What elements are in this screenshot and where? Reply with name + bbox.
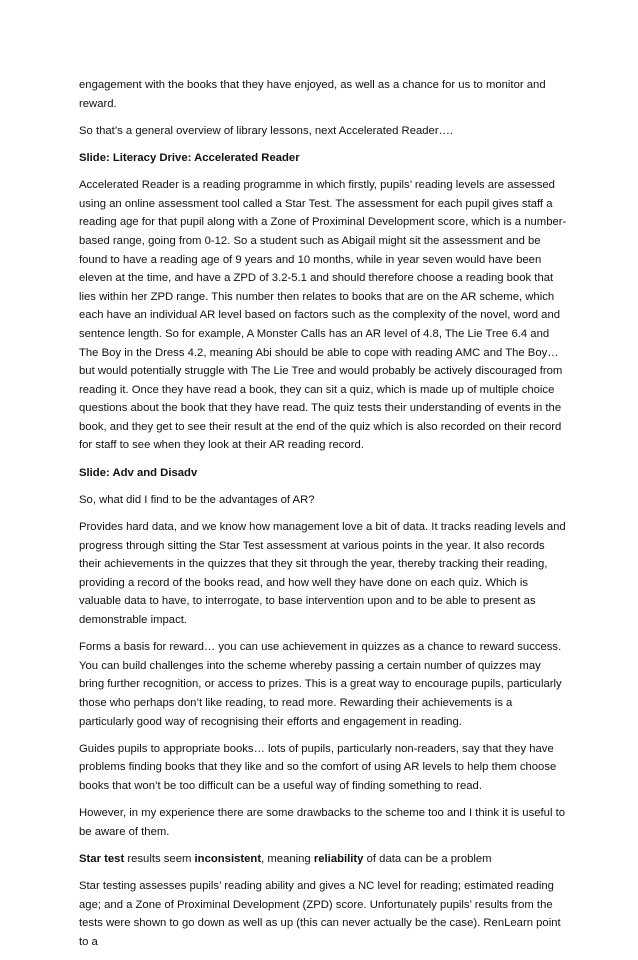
heading-text: Slide: Adv and Disadv <box>79 466 198 479</box>
paragraph-star-test-inconsistent <box>79 850 569 869</box>
paragraph-hard-data: Provides hard data, and we know how management love a bit of data. It tracks reading levels and progress through sitting the Star Test assessment at various points in the year. It also records their achievements in the quizzes that they sit through the year, thereby tracking their reading, providing a record of the books read, and how well they have done on each quiz. Which is valuable data to have, to interrogate, to base intervention upon and to be able to present as demonstrable impact. <box>79 521 566 626</box>
bold-run: inconsistent <box>194 852 262 865</box>
paragraph-ar-description: Accelerated Reader is a reading programme in which firstly, pupils’ reading levels are assessed using an online assessment tool called a Star Test. The assessment for each pupil gives staff a reading age for that pupil along with a Zone of Proximinal Development score, which is a number-based range, going from 0-12. So a student such as Abigail might sit the assessment and be found to have a reading age of 9 years and 10 months, while in year seven would have been eleven at the time, and have a ZPD of 3.2-5.1 and should therefore choose a reading book that lies within her ZPD range. This number then relates to books that are on the AR scheme, which each have an individual AR level based on factors such as the complexity of the novel, word and sentence length. So for example, A Monster Calls has an AR level of 4.8, The Lie Tree 6.4 and The Boy in the Dress 4.2, meaning Abi should be able to cope with reading AMC and The Boy… but would potentially struggle with The Lie Tree and would probably be actively discouraged from reading it. Once they have read a book, they can sit a quiz, which is made up of multiple choice questions about the book that they have read. The quiz tests their understanding of events in the book, and they get to see their result at the end of the quiz which is also recorded on their record for staff to see when they look at their AR reading record. <box>79 179 567 452</box>
heading-accelerated-reader <box>79 149 569 168</box>
paragraph-star-testing: Star testing assesses pupils’ reading ability and gives a NC level for reading; estimated reading age; and a Zone of Proximinal Development (ZPD) score. Unfortunately pupils’ results from the tests were shown to go down as well as up (this can never actually be the case). RenLearn point to a <box>79 880 561 948</box>
paragraph-overview: So that’s a general overview of library lessons, next Accelerated Reader…. <box>79 124 454 137</box>
paragraph-guides-pupils: Guides pupils to appropriate books… lots of pupils, particularly non-readers, say that they have problems finding books that they like and so the comfort of using AR levels to help them choose books that won’t be too difficult can be a useful way of finding something to read. <box>79 742 557 792</box>
bold-run: reliability <box>313 852 364 865</box>
heading-text: Slide: Literacy Drive: Accelerated Reader <box>79 151 300 164</box>
text-run: results seem <box>124 852 195 865</box>
paragraph-intro-continuation: engagement with the books that they have enjoyed, as well as a chance for us to monitor and reward. <box>79 79 546 110</box>
paragraph-drawbacks: However, in my experience there are some drawbacks to the scheme too and I think it is useful to be aware of them. <box>79 807 566 838</box>
document-body <box>79 76 569 960</box>
heading-adv-disadv <box>79 464 569 483</box>
text-run: , meaning <box>261 852 314 865</box>
text-run: of data can be a problem <box>363 852 492 865</box>
bold-run: Star test <box>79 852 125 865</box>
paragraph-advantages-question: So, what did I find to be the advantages of AR? <box>79 493 315 506</box>
paragraph-reward: Forms a basis for reward… you can use achievement in quizzes as a chance to reward success. You can build challenges into the scheme whereby passing a certain number of quizzes may bring further recognition, or access to prizes. This is a great way to encourage pupils, particularly those who perhaps don’t like reading, to read more. Rewarding their achievements is a particularly good way of recognising their efforts and engagement in reading. <box>79 641 562 728</box>
